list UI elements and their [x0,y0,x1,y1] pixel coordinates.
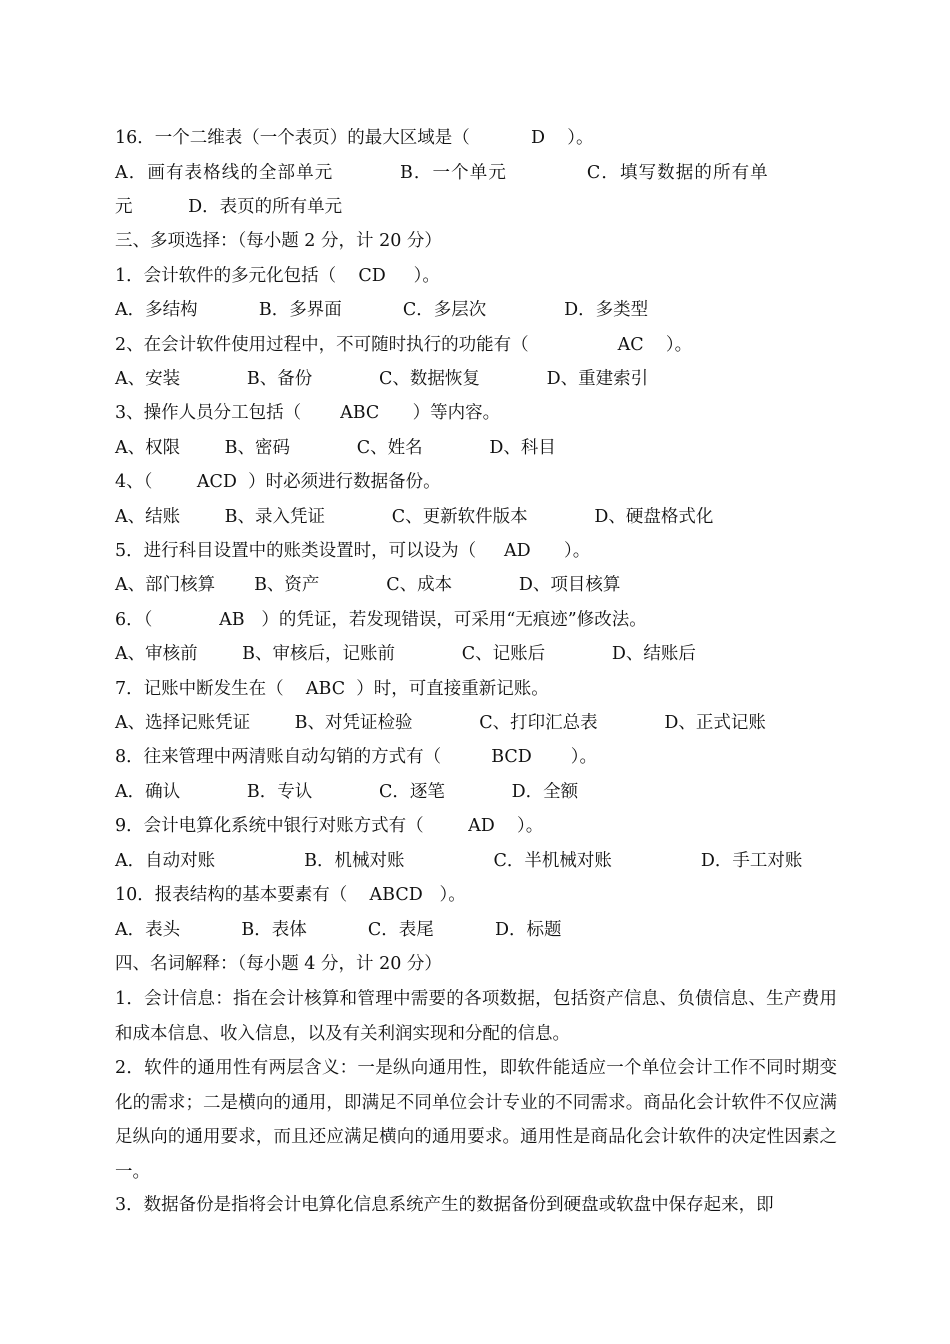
definition-2-paragraph: 2．软件的通用性有两层含义：一是纵向通用性，即软件能适应一个单位会计工作不同时期变化的需求；二是横向的通用，即满足不同单位会计专业的不同需求。商品化会计软件不仅应满足纵向的通用要求，而且还应满足横向的通用要求。通用性是商品化会计软件的决定性因素之一。 [115,1058,837,1182]
question-16-stem: 16．一个二维表（一个表页）的最大区域是（ D ）。 [115,128,594,148]
section-heading-definitions: 四、名词解释：（每小题 4 分，计 20 分） [115,954,442,974]
mc-question-6-options: A、审核前 B、审核后，记账前 C、记账后 D、结账后 [115,644,696,664]
definition-1-paragraph: 1．会计信息：指在会计核算和管理中需要的各项数据，包括资产信息、负债信息、生产费用和成本信息、收入信息，以及有关利润实现和分配的信息。 [115,989,837,1044]
mc-question-8-options: A．确认 B．专认 C．逐笔 D．全额 [115,782,579,802]
question-16-options: A．画有表格线的全部单元 B．一个单元 C．填写数据的所有单 [115,163,769,183]
mc-question-8-stem: 8．往来管理中两清账自动勾销的方式有（ BCD ）。 [115,747,597,767]
mc-question-2-options: A、安装 B、备份 C、数据恢复 D、重建索引 [115,369,649,389]
mc-question-7-stem: 7．记账中断发生在（ ABC ）时，可直接重新记账。 [115,679,549,699]
mc-question-3-stem: 3、操作人员分工包括（ ABC ）等内容。 [115,403,501,423]
mc-question-10-options: A．表头 B．表体 C．表尾 D．标题 [115,920,562,940]
mc-question-3-options: A、权限 B、密码 C、姓名 D、科目 [115,438,556,458]
mc-question-6-stem: 6．（ AB ）的凭证，若发现错误，可采用“无痕迹”修改法。 [115,610,647,630]
mc-question-7-options: A、选择记账凭证 B、对凭证检验 C、打印汇总表 D、正式记账 [115,713,766,733]
mc-question-4-options: A、结账 B、录入凭证 C、更新软件版本 D、硬盘格式化 [115,507,714,527]
section-heading-multiple-choice: 三、多项选择：（每小题 2 分，计 20 分） [115,231,442,251]
mc-question-10-stem: 10．报表结构的基本要素有（ ABCD ）。 [115,885,466,905]
question-16-options-cont: 元 D．表页的所有单元 [115,197,343,217]
mc-question-1-stem: 1．会计软件的多元化包括（ CD ）。 [115,266,440,286]
mc-question-1-options: A．多结构 B．多界面 C．多层次 D．多类型 [115,300,649,320]
mc-question-9-stem: 9．会计电算化系统中银行对账方式有（ AD ）。 [115,816,544,836]
mc-question-5-options: A、部门核算 B、资产 C、成本 D、项目核算 [115,575,621,595]
mc-question-4-stem: 4、（ ACD ）时必须进行数据备份。 [115,472,441,492]
mc-question-2-stem: 2、在会计软件使用过程中，不可随时执行的功能有（ AC ）。 [115,335,693,355]
mc-question-5-stem: 5．进行科目设置中的账类设置时，可以设为（ AD ）。 [115,541,591,561]
definition-3-paragraph: 3．数据备份是指将会计电算化信息系统产生的数据备份到硬盘或软盘中保存起来，即 [115,1195,774,1215]
mc-question-9-options: A．自动对账 B．机械对账 C．半机械对账 D．手工对账 [115,851,803,871]
